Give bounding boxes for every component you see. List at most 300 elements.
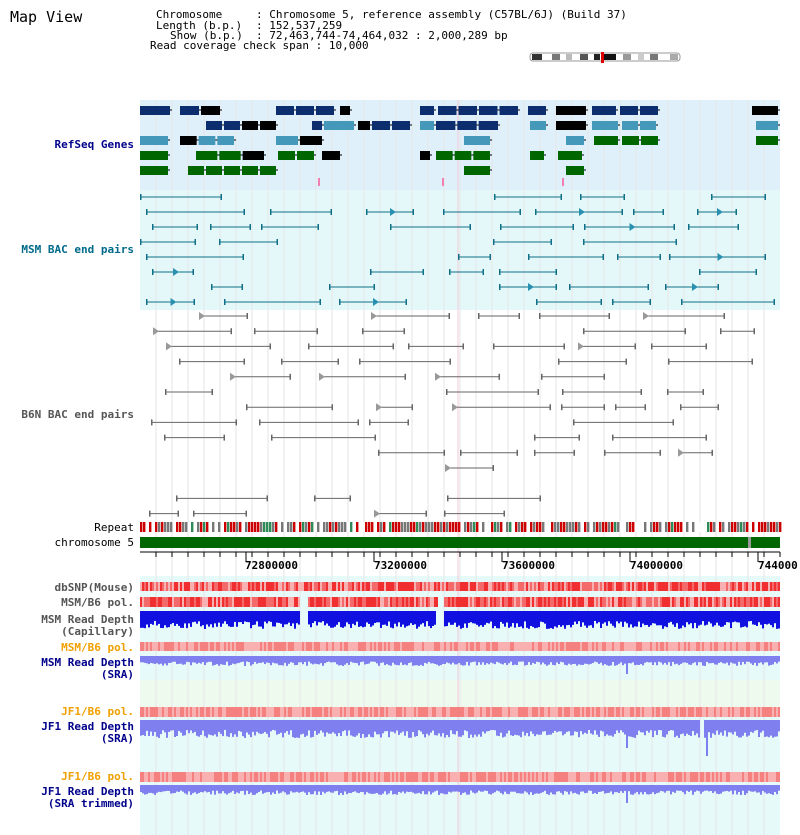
read-depth-bin <box>382 611 384 625</box>
polymorphism-bin <box>344 582 346 591</box>
gene-exon <box>340 106 350 115</box>
polymorphism-bin <box>724 597 726 607</box>
polymorphism-bin <box>430 642 432 651</box>
read-depth-bin <box>248 656 250 662</box>
read-depth-bin <box>310 720 312 738</box>
repeat-element <box>719 522 721 532</box>
track-label-b6n-bac: B6N BAC end pairs <box>21 408 134 421</box>
polymorphism-bin <box>558 642 560 651</box>
read-depth-bin <box>442 720 444 733</box>
read-depth-bin <box>256 611 258 621</box>
read-depth-bin <box>362 611 364 627</box>
b6n-bac-end <box>641 389 643 395</box>
read-depth-bin <box>230 611 232 627</box>
read-depth-bin <box>368 611 370 624</box>
polymorphism-bin <box>186 642 188 651</box>
polymorphism-bin <box>260 642 262 651</box>
b6n-bac-end <box>267 495 269 501</box>
read-depth-bin <box>498 656 500 663</box>
polymorphism-bin <box>142 582 144 591</box>
read-depth-bin <box>698 720 700 737</box>
polymorphism-bin <box>142 707 144 717</box>
polymorphism-bin <box>566 582 568 591</box>
polymorphism-bin <box>582 707 584 717</box>
read-depth-bin <box>586 656 588 664</box>
read-depth-bin <box>492 611 494 628</box>
polymorphism-bin <box>450 707 452 717</box>
polymorphism-bin <box>618 597 620 607</box>
polymorphism-bin <box>330 707 332 717</box>
b6n-bac-end <box>244 359 246 365</box>
read-depth-bin <box>178 656 180 664</box>
repeat-element <box>710 522 712 532</box>
read-depth-bin <box>188 611 190 623</box>
read-depth-bin <box>366 611 368 622</box>
read-depth-bin <box>756 611 758 626</box>
polymorphism-bin <box>376 597 378 607</box>
read-depth-bin <box>540 785 542 793</box>
read-depth-bin <box>144 720 146 736</box>
read-depth-bin <box>454 720 456 735</box>
polymorphism-bin <box>204 642 206 651</box>
polymorphism-bin <box>512 707 514 717</box>
polymorphism-bin <box>202 642 204 651</box>
polymorphism-bin <box>244 597 246 607</box>
read-depth-bin <box>420 611 422 624</box>
gene-exon <box>459 106 478 115</box>
msm-bac-arrow <box>717 208 723 216</box>
polymorphism-bin <box>448 597 450 607</box>
read-depth-bin <box>582 656 584 665</box>
polymorphism-bin <box>770 597 772 607</box>
polymorphism-bin <box>682 597 684 607</box>
gene-exon <box>296 106 314 115</box>
polymorphism-bin <box>662 597 664 607</box>
polymorphism-bin <box>334 642 336 651</box>
polymorphism-bin <box>686 582 688 591</box>
read-depth-bin <box>332 611 334 628</box>
read-depth-bin <box>730 720 732 733</box>
read-depth-bin <box>730 785 732 791</box>
polymorphism-bin <box>464 597 466 607</box>
polymorphism-bin <box>592 772 594 782</box>
repeat-element <box>194 522 196 532</box>
read-depth-bin <box>670 720 672 730</box>
read-depth-bin <box>752 720 754 733</box>
read-depth-bin <box>728 611 730 622</box>
read-depth-bin <box>718 720 720 735</box>
read-depth-bin <box>566 611 568 625</box>
msm-bac-end <box>612 299 614 305</box>
read-depth-bin <box>534 611 536 628</box>
polymorphism-bin <box>662 582 664 591</box>
read-depth-bin <box>288 720 290 735</box>
polymorphism-bin <box>748 707 750 717</box>
read-depth-bin <box>262 611 264 629</box>
polymorphism-bin <box>292 642 294 651</box>
axis-tick-label: 744000 <box>758 559 798 572</box>
read-depth-bin <box>510 720 512 735</box>
read-depth-bin <box>494 785 496 792</box>
read-depth-bin <box>308 656 310 662</box>
polymorphism-bin <box>612 597 614 607</box>
polymorphism-bin <box>254 772 256 782</box>
polymorphism-bin <box>554 707 556 717</box>
polymorphism-bin <box>158 597 160 607</box>
polymorphism-bin <box>714 772 716 782</box>
read-depth-bin <box>292 656 294 663</box>
read-depth-bin <box>584 656 586 664</box>
polymorphism-bin <box>602 707 604 717</box>
polymorphism-bin <box>202 582 204 591</box>
read-depth-bin <box>322 611 324 621</box>
read-depth-bin <box>294 611 296 629</box>
polymorphism-bin <box>364 642 366 651</box>
read-depth-bin <box>184 656 186 664</box>
read-depth-bin <box>200 720 202 735</box>
polymorphism-bin <box>600 642 602 651</box>
polymorphism-bin <box>660 582 662 591</box>
read-depth-bin <box>758 656 760 663</box>
polymorphism-bin <box>182 707 184 717</box>
read-depth-bin <box>536 720 538 734</box>
polymorphism-bin <box>168 772 170 782</box>
gene-exon <box>199 136 216 145</box>
gene-exon <box>201 106 220 115</box>
polymorphism-bin <box>248 582 250 591</box>
read-depth-bin <box>616 611 618 621</box>
polymorphism-bin <box>272 582 274 591</box>
read-depth-bin <box>454 611 456 623</box>
read-depth-bin <box>692 785 694 795</box>
polymorphism-bin <box>652 707 654 717</box>
read-depth-bin <box>742 656 744 662</box>
polymorphism-bin <box>220 582 222 591</box>
read-depth-bin <box>438 656 440 666</box>
gene-exon <box>140 151 168 160</box>
repeat-element <box>338 522 340 532</box>
polymorphism-bin <box>210 772 212 782</box>
repeat-element <box>482 522 484 532</box>
read-depth-bin <box>724 785 726 791</box>
read-depth-bin <box>448 785 450 792</box>
polymorphism-bin <box>626 707 628 717</box>
polymorphism-bin <box>504 642 506 651</box>
polymorphism-bin <box>144 772 146 782</box>
read-depth-bin <box>462 656 464 666</box>
polymorphism-bin <box>678 582 680 591</box>
polymorphism-bin <box>370 597 372 607</box>
polymorphism-bin <box>706 707 708 717</box>
read-depth-bin <box>666 656 668 665</box>
polymorphism-bin <box>414 707 416 717</box>
polymorphism-bin <box>752 597 754 607</box>
repeat-element <box>278 522 280 532</box>
gene-exon <box>558 151 582 160</box>
polymorphism-bin <box>652 597 654 607</box>
read-depth-bin <box>356 656 358 663</box>
polymorphism-bin <box>428 707 430 717</box>
read-depth-bin <box>668 785 670 791</box>
read-depth-bin <box>456 656 458 664</box>
read-depth-bin <box>570 785 572 791</box>
repeat-element <box>446 522 448 532</box>
read-depth-bin <box>374 656 376 662</box>
axis-tick-label: 74000000 <box>630 559 683 572</box>
repeat-element <box>515 522 517 532</box>
read-depth-bin <box>236 785 238 792</box>
polymorphism-bin <box>498 642 500 651</box>
polymorphism-bin <box>670 642 672 651</box>
read-depth-bin <box>282 611 284 627</box>
read-depth-bin <box>198 611 200 621</box>
b6n-bac-end <box>579 435 581 441</box>
read-depth-bin <box>542 785 544 792</box>
msm-bac-end <box>339 299 341 305</box>
repeat-element <box>647 522 649 532</box>
read-depth-bin <box>508 720 510 731</box>
polymorphism-bin <box>774 772 776 782</box>
read-depth-bin <box>342 656 344 666</box>
gene-exon <box>620 106 638 115</box>
polymorphism-bin <box>656 772 658 782</box>
read-depth-bin <box>254 720 256 735</box>
polymorphism-bin <box>300 772 302 782</box>
read-depth-bin <box>296 785 298 792</box>
read-depth-bin <box>572 720 574 735</box>
polymorphism-bin <box>642 582 644 591</box>
read-depth-bin <box>640 611 642 627</box>
read-depth-bin <box>708 656 710 663</box>
read-depth-bin <box>776 611 778 629</box>
polymorphism-bin <box>680 642 682 651</box>
read-depth-bin <box>250 656 252 666</box>
read-depth-bin <box>620 656 622 662</box>
polymorphism-bin <box>658 642 660 651</box>
polymorphism-bin <box>342 772 344 782</box>
gene-exon <box>140 136 168 145</box>
polymorphism-bin <box>206 642 208 651</box>
read-depth-bin <box>270 656 272 665</box>
b6n-bac-end <box>564 343 566 349</box>
polymorphism-bin <box>506 772 508 782</box>
read-depth-bin <box>310 785 312 794</box>
read-depth-bin <box>230 656 232 665</box>
read-depth-bin <box>602 611 604 624</box>
read-depth-bin <box>250 785 252 793</box>
repeat-element <box>221 522 223 532</box>
polymorphism-bin <box>308 772 310 782</box>
read-depth-bin <box>594 785 596 793</box>
b6n-bac-end <box>517 450 519 456</box>
repeat-element <box>350 522 352 532</box>
read-depth-bin <box>280 611 282 624</box>
read-depth-bin <box>772 720 774 738</box>
polymorphism-bin <box>724 772 726 782</box>
polymorphism-bin <box>446 597 448 607</box>
read-depth-bin <box>142 656 144 662</box>
polymorphism-bin <box>456 582 458 591</box>
polymorphism-bin <box>188 642 190 651</box>
polymorphism-bin <box>342 707 344 717</box>
read-depth-bin <box>618 656 620 664</box>
read-depth-bin <box>450 656 452 664</box>
polymorphism-bin <box>306 642 308 651</box>
read-depth-bin <box>550 656 552 662</box>
read-depth-bin <box>500 785 502 793</box>
msm-bac-end <box>243 254 245 260</box>
read-depth-bin <box>316 785 318 795</box>
polymorphism-bin <box>726 772 728 782</box>
gene-exon <box>420 151 430 160</box>
polymorphism-bin <box>482 772 484 782</box>
msm-bac-end <box>152 269 154 275</box>
polymorphism-bin <box>700 707 702 717</box>
read-depth-bin <box>192 656 194 662</box>
polymorphism-bin <box>640 642 642 651</box>
polymorphism-bin <box>740 582 742 591</box>
polymorphism-bin <box>396 772 398 782</box>
polymorphism-bin <box>694 597 696 607</box>
polymorphism-bin <box>178 707 180 717</box>
polymorphism-bin <box>422 597 424 607</box>
gene-exon <box>455 151 472 160</box>
read-depth-bin <box>486 785 488 791</box>
polymorphism-bin <box>688 597 690 607</box>
msm-bac-end <box>573 224 575 230</box>
polymorphism-bin <box>228 772 230 782</box>
polymorphism-bin <box>622 642 624 651</box>
polymorphism-bin <box>522 582 524 591</box>
read-depth-bin <box>670 656 672 666</box>
polymorphism-bin <box>742 582 744 591</box>
polymorphism-bin <box>608 582 610 591</box>
repeat-element <box>215 522 217 532</box>
read-depth-bin <box>724 611 726 625</box>
polymorphism-bin <box>754 707 756 717</box>
read-depth-bin <box>182 720 184 736</box>
polymorphism-bin <box>712 597 714 607</box>
read-depth-bin <box>652 611 654 623</box>
b6n-bac-end <box>350 495 352 501</box>
polymorphism-bin <box>450 772 452 782</box>
read-depth-bin <box>638 785 640 794</box>
polymorphism-bin <box>276 597 278 607</box>
read-depth-bin <box>576 720 578 732</box>
read-depth-bin <box>440 656 442 665</box>
polymorphism-bin <box>436 707 438 717</box>
polymorphism-bin <box>470 597 472 607</box>
polymorphism-bin <box>476 597 478 607</box>
polymorphism-bin <box>486 642 488 651</box>
polymorphism-bin <box>348 597 350 607</box>
polymorphism-bin <box>182 582 184 591</box>
read-depth-bin <box>600 611 602 628</box>
read-depth-bin <box>398 720 400 735</box>
polymorphism-bin <box>600 772 602 782</box>
polymorphism-bin <box>378 707 380 717</box>
polymorphism-bin <box>676 597 678 607</box>
read-depth-bin <box>300 656 302 662</box>
read-depth-bin <box>162 720 164 730</box>
read-depth-bin <box>426 785 428 794</box>
polymorphism-bin <box>632 582 634 591</box>
polymorphism-bin <box>352 597 354 607</box>
read-depth-bin <box>496 720 498 736</box>
polymorphism-bin <box>294 582 296 591</box>
polymorphism-bin <box>708 642 710 651</box>
polymorphism-bin <box>362 597 364 607</box>
polymorphism-bin <box>344 642 346 651</box>
read-depth-bin <box>512 785 514 792</box>
polymorphism-bin <box>458 642 460 651</box>
read-depth-bin <box>750 611 752 621</box>
read-depth-bin <box>412 720 414 732</box>
read-depth-bin <box>292 611 294 623</box>
polymorphism-bin <box>184 642 186 651</box>
polymorphism-bin <box>370 642 372 651</box>
read-depth-bin <box>344 656 346 665</box>
b6n-bac-arrow <box>374 510 380 518</box>
read-depth-bin <box>456 785 458 791</box>
read-depth-bin <box>214 785 216 795</box>
polymorphism-bin <box>474 597 476 607</box>
read-depth-bin <box>276 785 278 791</box>
repeat-element <box>260 522 262 532</box>
gene-exon <box>140 106 170 115</box>
msm-bac-end <box>520 209 522 215</box>
read-depth-bin <box>234 611 236 622</box>
polymorphism-bin <box>374 642 376 651</box>
polymorphism-bin <box>300 582 302 591</box>
read-depth-bin <box>148 611 150 627</box>
msm-bac-end <box>676 239 678 245</box>
polymorphism-bin <box>186 582 188 591</box>
polymorphism-bin <box>640 597 642 607</box>
read-depth-bin <box>460 785 462 795</box>
read-depth-bin <box>648 720 650 733</box>
polymorphism-bin <box>262 597 264 607</box>
read-depth-bin <box>148 785 150 793</box>
read-depth-bin <box>472 611 474 623</box>
polymorphism-bin <box>744 597 746 607</box>
polymorphism-bin <box>338 642 340 651</box>
repeat-element <box>635 522 637 532</box>
read-depth-bin <box>412 656 414 666</box>
polymorphism-bin <box>646 597 648 607</box>
polymorphism-bin <box>444 642 446 651</box>
polymorphism-bin <box>340 772 342 782</box>
read-depth-bin <box>738 720 740 737</box>
repeat-element <box>557 522 559 532</box>
repeat-element <box>713 522 715 532</box>
polymorphism-bin <box>742 707 744 717</box>
read-depth-bin <box>760 720 762 733</box>
polymorphism-bin <box>418 772 420 782</box>
read-depth-bin <box>594 611 596 621</box>
read-depth-bin <box>370 720 372 737</box>
polymorphism-bin <box>732 772 734 782</box>
polymorphism-bin <box>562 582 564 591</box>
repeat-element <box>569 522 571 532</box>
read-depth-bin <box>156 656 158 663</box>
repeat-element <box>563 522 565 532</box>
read-depth-bin <box>398 611 400 622</box>
read-depth-bin <box>284 611 286 624</box>
read-depth-bin <box>554 785 556 794</box>
read-depth-bin <box>708 785 710 791</box>
polymorphism-bin <box>648 582 650 591</box>
